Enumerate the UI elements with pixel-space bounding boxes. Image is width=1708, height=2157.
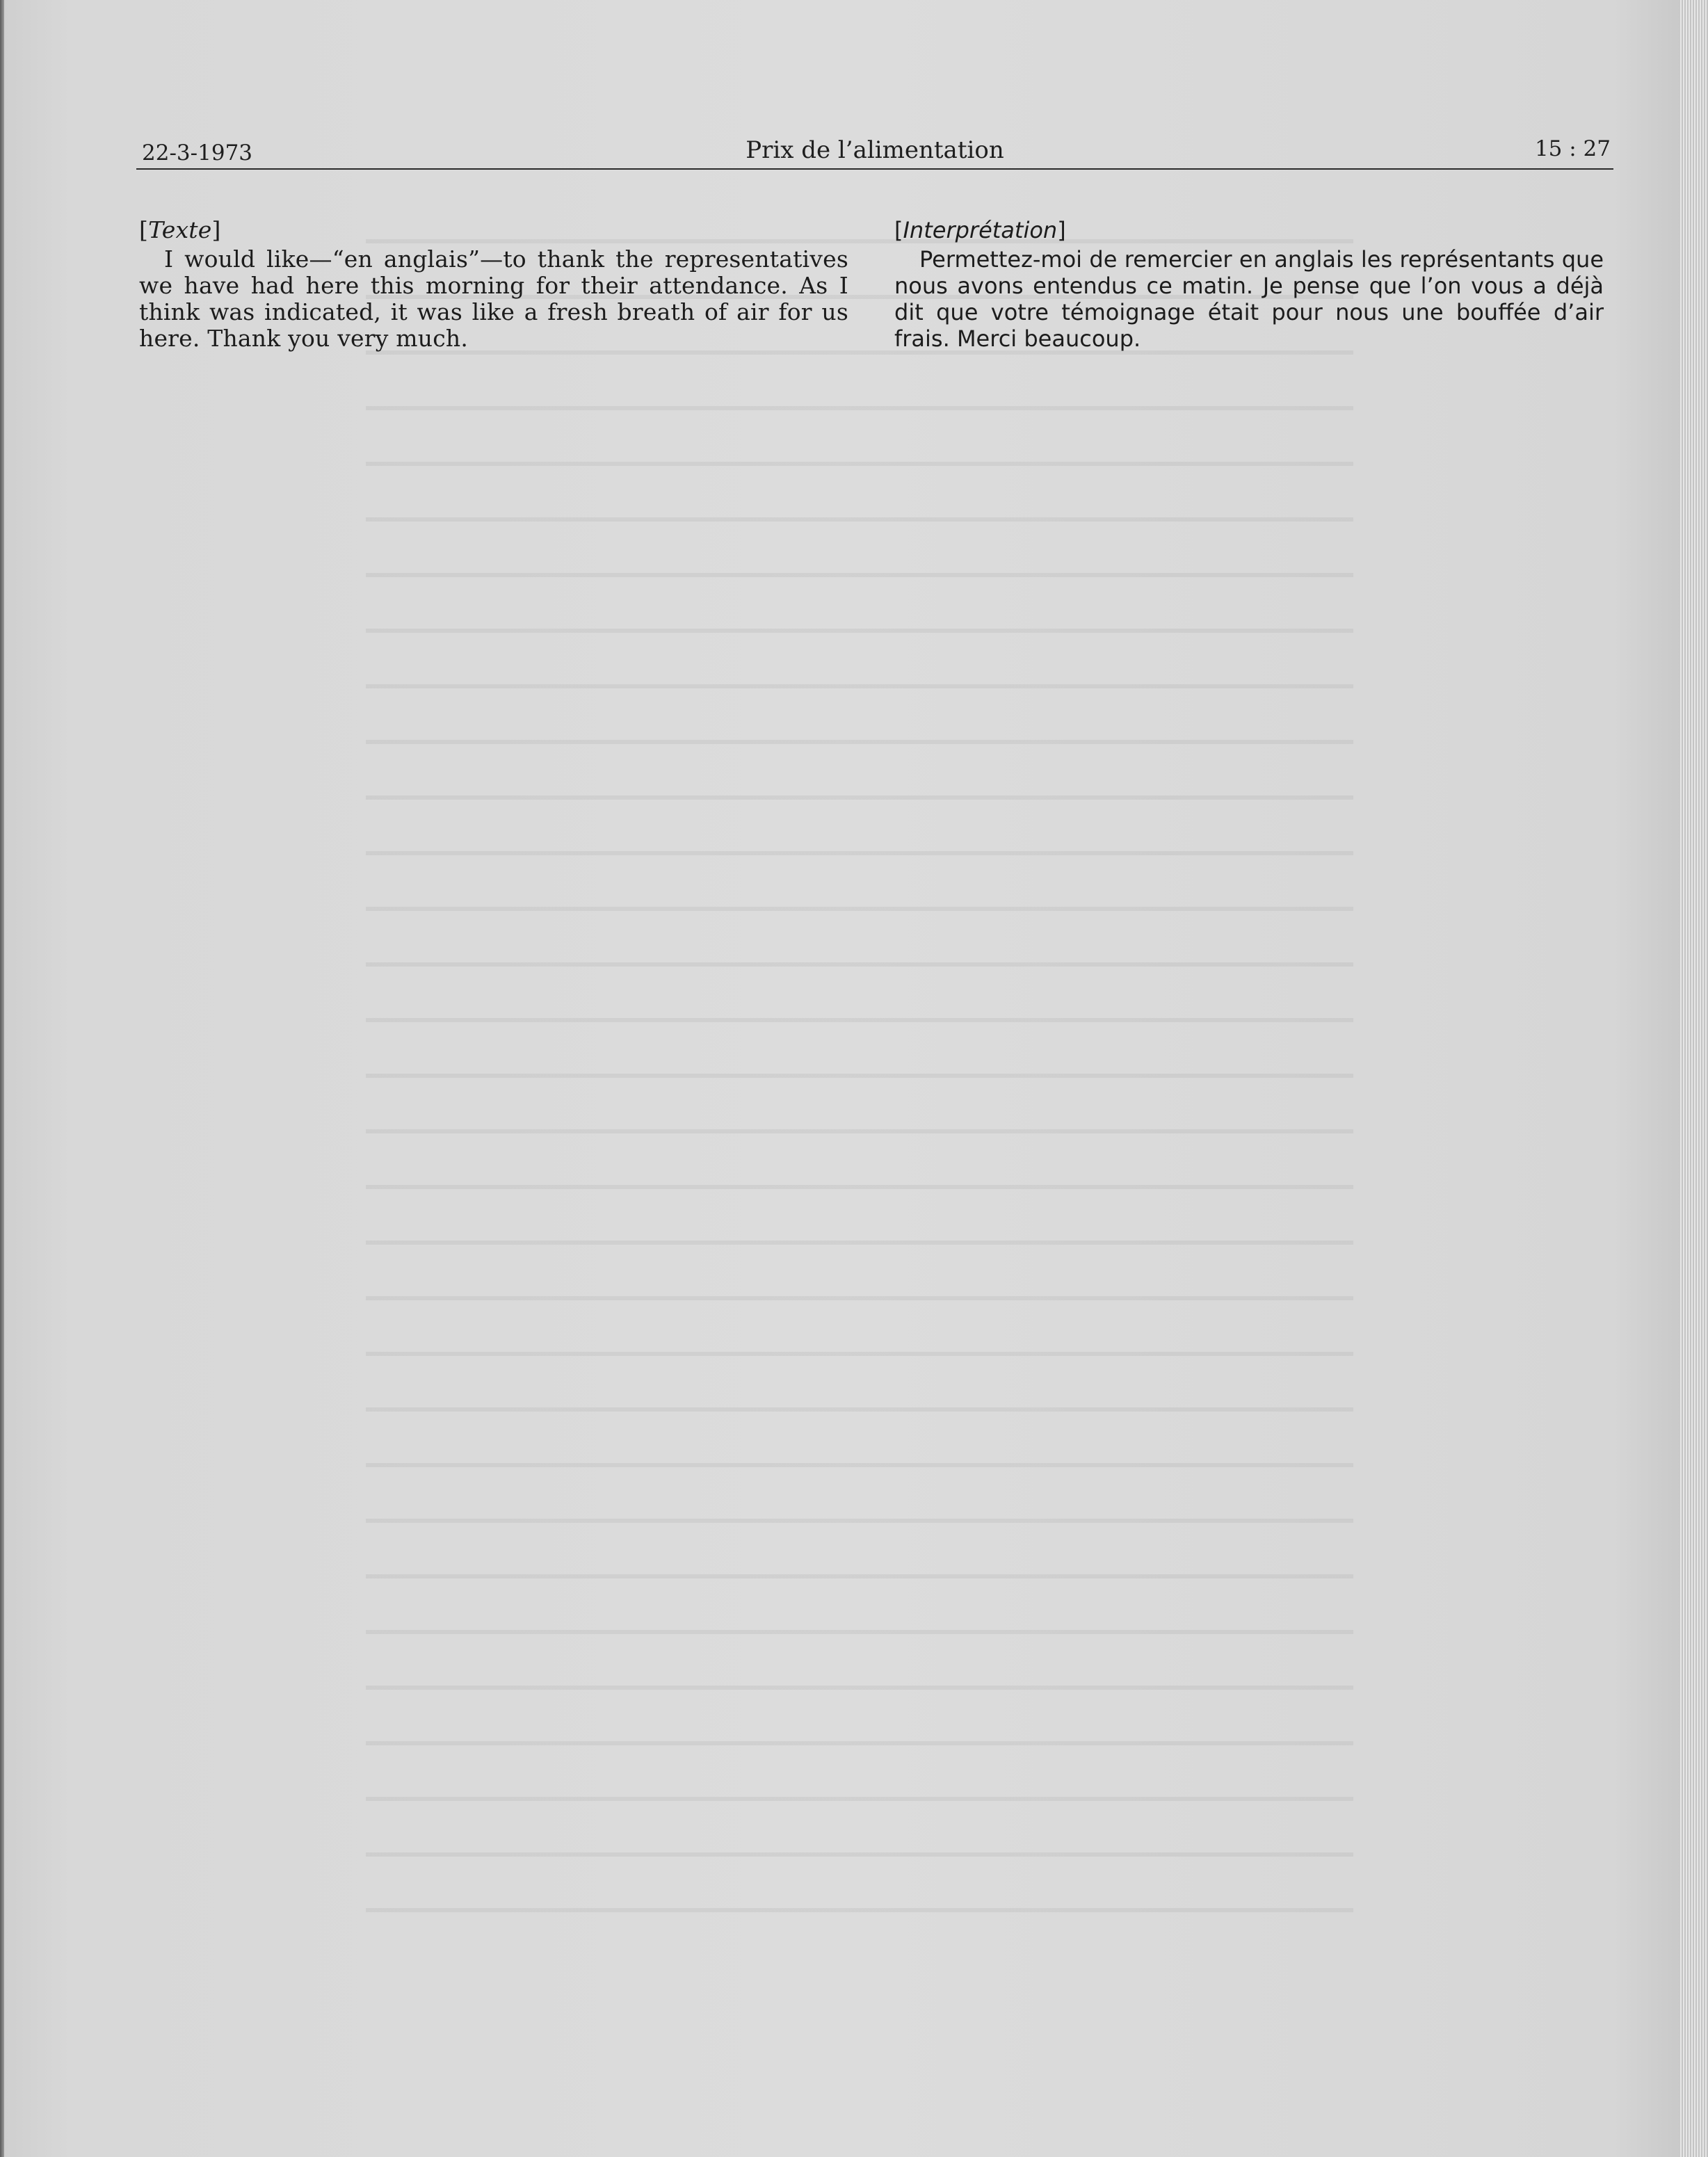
label-texte: Texte: [148, 216, 212, 243]
header-title: Prix de l’alimentation: [746, 136, 1004, 164]
header-page-number: 15 : 27: [1534, 136, 1611, 161]
right-column-body: Permettez-moi de remercier en anglais les représentants que nous avons entendus ce matin. Je pense que l’on vous a déjà dit que votre témoignage était pour nous une bouffée d’air frais. Merci beaucoup.: [894, 246, 1604, 352]
left-column-body: I would like—“en anglais”—to thank the representatives we have had here this morning for their attendance. As I think was indicated, it was like a fresh breath of air for us here. Thank you very much.: [139, 245, 848, 352]
header-date: 22-3-1973: [142, 140, 253, 165]
show-through-texture: [366, 209, 1353, 1912]
label-interpretation: Interprétation: [903, 217, 1058, 243]
page-stack-edge: [1680, 0, 1708, 2157]
right-column-label: [Interprétation]: [894, 217, 1066, 243]
running-header: [136, 132, 1613, 168]
header-rule: [136, 168, 1613, 170]
left-column-label: [Texte]: [139, 216, 221, 243]
left-column-english: [139, 217, 848, 352]
right-column-french: [894, 217, 1604, 352]
